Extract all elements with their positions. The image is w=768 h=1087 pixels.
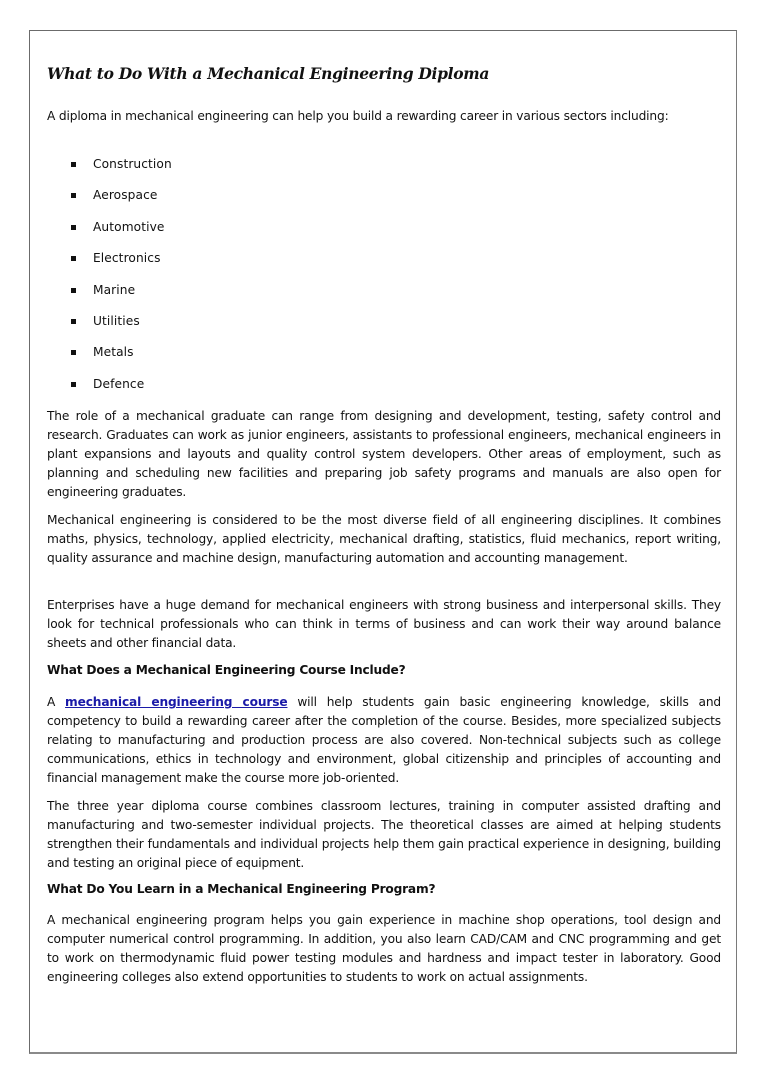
list-item	[47, 250, 347, 281]
enterprises-paragraph: Enterprises have a huge demand for mechanical engineers with strong business and interpersonal skills. They look for technical professionals who can think in terms of business and can work their way around balance sheets and other financial data.	[47, 598, 721, 650]
square-bullet-icon	[71, 288, 76, 293]
list-item-label: Construction	[93, 157, 172, 171]
square-bullet-icon	[71, 350, 76, 355]
course-paragraph	[47, 693, 721, 788]
list-item-label: Automotive	[93, 219, 165, 234]
square-bullet-icon	[71, 319, 76, 324]
intro-paragraph: A diploma in mechanical engineering can help you build a rewarding career in various sectors including:	[47, 109, 669, 123]
list-item-label: Metals	[93, 345, 134, 360]
course-paragraph-prefix: A	[47, 695, 66, 709]
diverse-field-paragraph: Mechanical engineering is considered to be the most diverse field of all engineering disciplines. It combines maths, physics, technology, applied electricity, mechanical drafting, statistics, fluid mechanics, report writing, quality assurance and machine design, manufacturing automation and accounting management.	[47, 513, 721, 565]
square-bullet-icon	[71, 162, 76, 167]
square-bullet-icon	[71, 225, 76, 230]
list-item	[47, 376, 347, 407]
list-item	[47, 187, 347, 218]
document-page	[29, 30, 737, 1054]
program-heading: What Do You Learn in a Mechanical Engineering Program?	[47, 882, 436, 896]
list-item-label: Defence	[93, 376, 145, 391]
program-paragraph: A mechanical engineering program helps you gain experience in machine shop operations, tool design and computer numerical control programming. In addition, you also learn CAD/CAM and CNC programming and get to work on thermodynamic fluid power testing modules and hardness and impact tester in laboratory. Good engineering colleges also extend opportunities to students to work on actual assignments.	[47, 913, 721, 984]
three-year-course-paragraph: The three year diploma course combines classroom lectures, training in computer assisted drafting and manufacturing and two-semester individual projects. The theoretical classes are aimed at helping students strengthen their fundamentals and individual projects help them gain practical experience in designing, building and testing an original piece of equipment.	[47, 799, 721, 870]
square-bullet-icon	[71, 256, 76, 261]
course-heading: What Does a Mechanical Engineering Course Include?	[47, 663, 406, 677]
square-bullet-icon	[71, 382, 76, 387]
list-item-label: Utilities	[93, 313, 140, 328]
list-item	[47, 313, 347, 344]
list-item	[47, 156, 347, 187]
course-paragraph-suffix: will help students gain basic engineering knowledge, skills and competency to build a rewarding career after the completion of the course. Besides, more specialized subjects relating to manufacturing and production process are also covered. Non-technical subjects such as college communications, ethics in technology and environment, global citizenship and principles of accounting and financial management make the course more job-oriented.	[47, 695, 721, 785]
square-bullet-icon	[71, 193, 76, 198]
mechanical-engineering-course-link[interactable]: mechanical engineering course	[65, 695, 288, 709]
list-item-label: Marine	[93, 282, 136, 297]
list-item	[47, 344, 347, 375]
role-paragraph: The role of a mechanical graduate can range from designing and development, testing, safety control and research. Graduates can work as junior engineers, assistants to professional engineers, mechanical engineers in plant expansions and layouts and quality control system developers. Other areas of employment, such as planning and scheduling new facilities and preparing job safety programs and manuals are also open for engineering graduates.	[47, 409, 721, 499]
list-item	[47, 219, 347, 250]
list-item-label: Electronics	[93, 251, 161, 266]
list-item-label: Aerospace	[93, 188, 158, 203]
document-title: What to Do With a Mechanical Engineering Diploma	[47, 64, 490, 83]
list-item	[47, 282, 347, 313]
sector-list	[47, 156, 347, 407]
